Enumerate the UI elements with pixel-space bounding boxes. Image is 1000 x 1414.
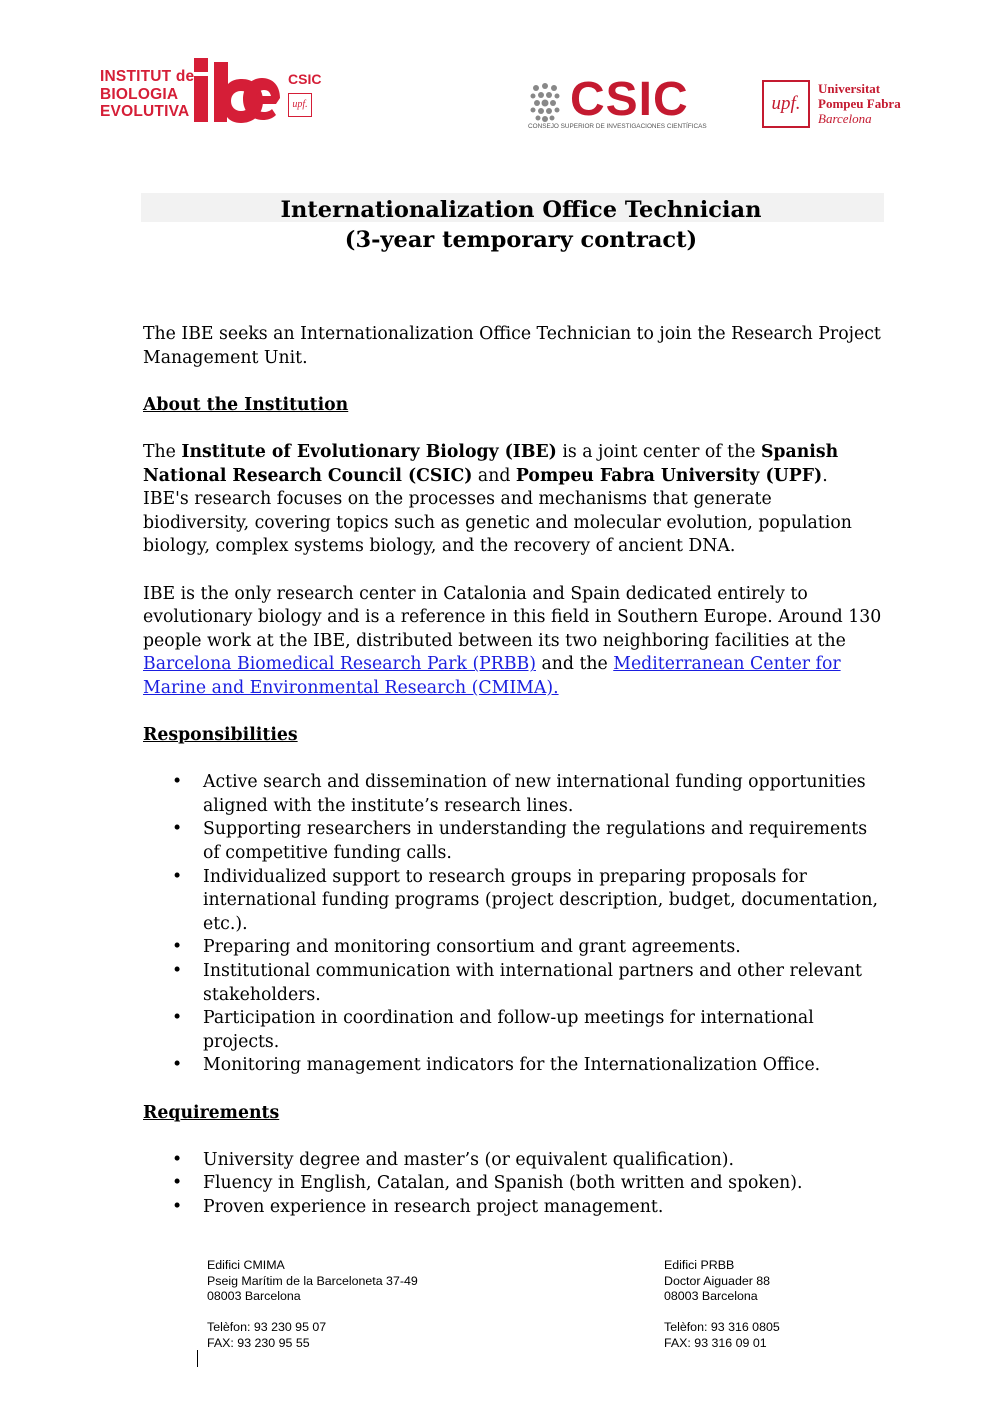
- list-item: • University degree and master’s (or equivalent qualification).: [143, 1149, 883, 1173]
- list-item: • Supporting researchers in understanding the regulations and requirements of competitive funding calls.: [143, 818, 883, 865]
- list-item: • Active search and dissemination of new international funding opportunities aligned with the institute’s research lines.: [143, 771, 883, 818]
- list-item: • Participation in coordination and follow-up meetings for international projects.: [143, 1007, 883, 1054]
- ibe-logo: [100, 58, 340, 128]
- title-line-1: Internationalization Office Technician: [280, 197, 762, 223]
- list-item: • Preparing and monitoring consortium and grant agreements.: [143, 936, 883, 960]
- ibe-csic-label: CSIC: [288, 71, 322, 87]
- upf-name: Universitat Pompeu Fabra Barcelona: [818, 81, 901, 126]
- list-item: • Proven experience in research project management.: [143, 1196, 883, 1220]
- document-body: [143, 323, 883, 1220]
- title-line-2: (3-year temporary contract): [344, 227, 698, 253]
- about-heading: About the Institution: [143, 394, 349, 415]
- requirements-list: [143, 1149, 883, 1220]
- cmima-link[interactable]: Mediterranean Center for Marine and Environmental Research (CMIMA).: [143, 654, 841, 698]
- upf-mark: upf.: [762, 80, 810, 128]
- csic-logo: [528, 73, 728, 135]
- list-item: • Institutional communication with international partners and other relevant stakeholders.: [143, 960, 883, 1007]
- ibe-upf-badge: upf.: [288, 93, 312, 117]
- list-item: • Individualized support to research groups in preparing proposals for international funding programs (project description, budget, documentation, etc.).: [143, 866, 883, 937]
- page-title: [141, 195, 901, 255]
- upf-logo: [762, 80, 912, 130]
- intro-paragraph: The IBE seeks an Internationalization Office Technician to join the Research Project Management Unit.: [143, 324, 881, 368]
- prbb-link[interactable]: Barcelona Biomedical Research Park (PRBB): [143, 654, 536, 675]
- csic-subtitle: CONSEJO SUPERIOR DE INVESTIGACIONES CIENTÍFICAS: [528, 123, 707, 130]
- about-paragraph-1: The Institute of Evolutionary Biology (IBE) is a joint center of the Spanish National Research Council (CSIC) and Pompeu Fabra University (UPF).: [143, 441, 839, 486]
- about-paragraph-3: IBE is the only research center in Catalonia and Spain dedicated entirely to evolutionary biology and is a reference in this field in Southern Europe. Around 130 people work at the IBE, distributed between its two neighboring facilities at the Barcelona Biomedical Research Park (PRBB) and the Mediterranean Center for Marine and Environmental Research (CMIMA).: [143, 583, 882, 698]
- responsibilities-heading: Responsibilities: [143, 725, 298, 746]
- about-paragraph-2: IBE's research focuses on the processes and mechanisms that generate biodiversity, covering topics such as genetic and molecular evolution, population biology, complex systems biology, and the recovery of ancient DNA.: [143, 489, 852, 557]
- list-item: • Monitoring management indicators for the Internationalization Office.: [143, 1054, 883, 1078]
- footer-address-cmima: Edifici CMIMA Pseig Marítim de la Barceloneta 37-49 08003 Barcelona Telèfon: 93 230 95 07 FAX: 93 230 95 55: [207, 1258, 418, 1350]
- list-item: • Fluency in English, Catalan, and Spanish (both written and spoken).: [143, 1172, 883, 1196]
- footer-divider: [197, 1350, 198, 1367]
- csic-emblem-icon: [528, 82, 562, 124]
- responsibilities-list: [143, 771, 883, 1078]
- footer-address-prbb: Edifici PRBB Doctor Aiguader 88 08003 Barcelona Telèfon: 93 316 0805 FAX: 93 316 09 01: [664, 1258, 780, 1350]
- ibe-mark-icon: [192, 58, 282, 124]
- requirements-heading: Requirements: [143, 1102, 280, 1123]
- ibe-logo-text: INSTITUT de BIOLOGIA EVOLUTIVA: [100, 68, 195, 120]
- csic-wordmark: CSIC: [570, 73, 689, 126]
